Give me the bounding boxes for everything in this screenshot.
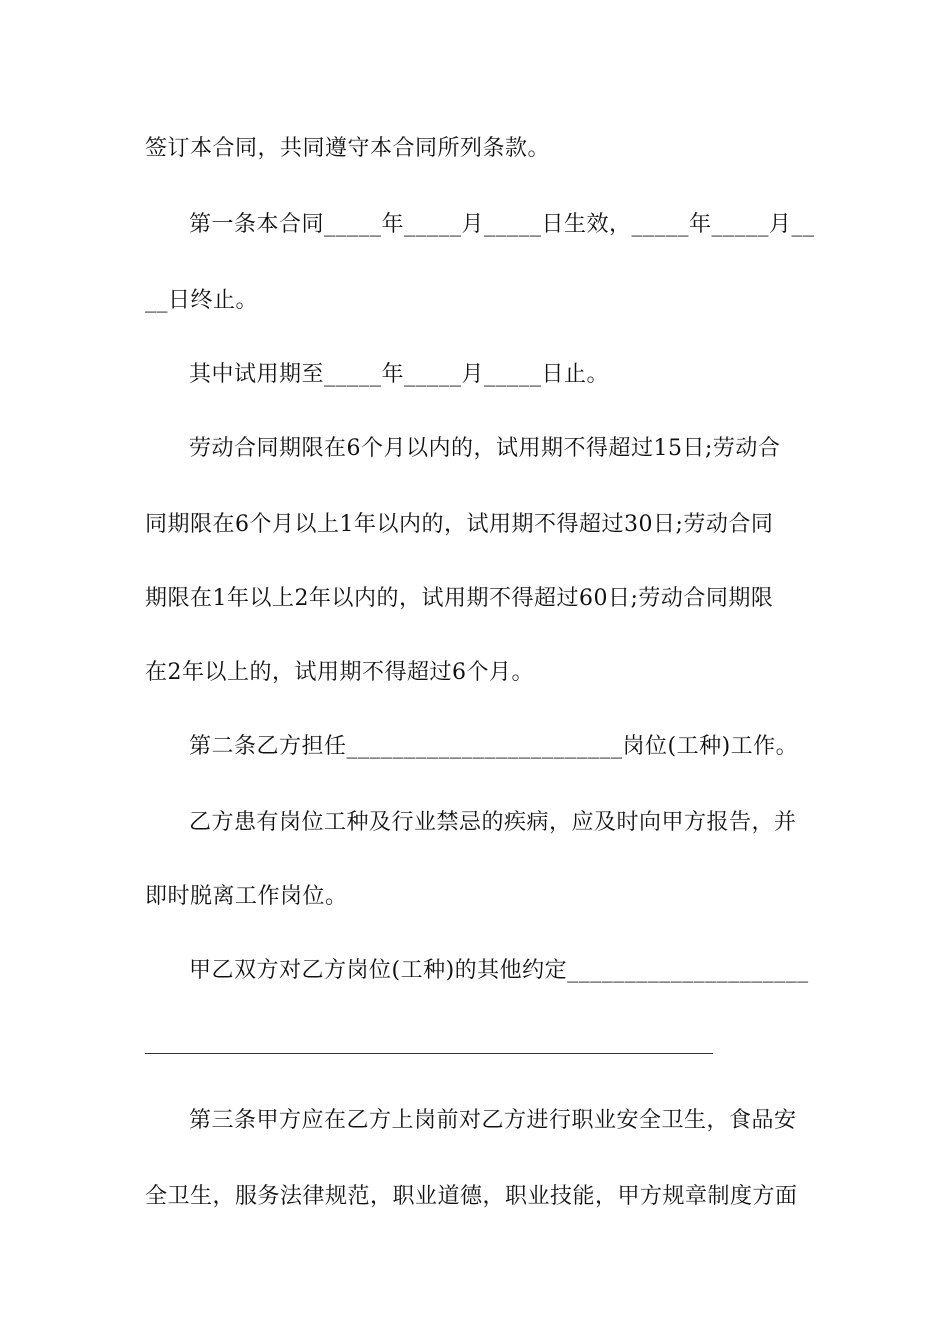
paragraph-line: 第二条乙方担任________________________岗位(工种)工作。	[189, 734, 799, 759]
paragraph-line: 全卫生，服务法律规范，职业道德，职业技能，甲方规章制度方面	[145, 1184, 798, 1209]
paragraph-line: 其中试用期至_____年_____月_____日止。	[189, 362, 610, 387]
paragraph-line: 乙方患有岗位工种及行业禁忌的疾病，应及时向甲方报告，并	[189, 810, 797, 835]
paragraph-line: 甲乙双方对乙方岗位(工种)的其他约定_____________________	[189, 958, 809, 983]
paragraph-line: 同期限在6个月以上1年以内的，试用期不得超过30日;劳动合同	[145, 512, 774, 537]
paragraph-line: 第一条本合同_____年_____月_____日生效，_____年_____月__	[189, 212, 815, 237]
paragraph-line: 即时脱离工作岗位。	[145, 884, 348, 909]
paragraph-line: 劳动合同期限在6个月以内的，试用期不得超过15日;劳动合	[189, 436, 781, 461]
paragraph-line: __日终止。	[145, 288, 259, 313]
paragraph-line: 签订本合同，共同遵守本合同所列条款。	[145, 136, 551, 161]
paragraph-line: 期限在1年以上2年以内的，试用期不得超过60日;劳动合同期限	[145, 586, 774, 611]
paragraph-line: 第三条甲方应在乙方上岗前对乙方进行职业安全卫生，食品安	[189, 1108, 797, 1133]
paragraph-line: 在2年以上的，试用期不得超过6个月。	[145, 660, 534, 685]
blank-underline	[145, 1053, 713, 1054]
